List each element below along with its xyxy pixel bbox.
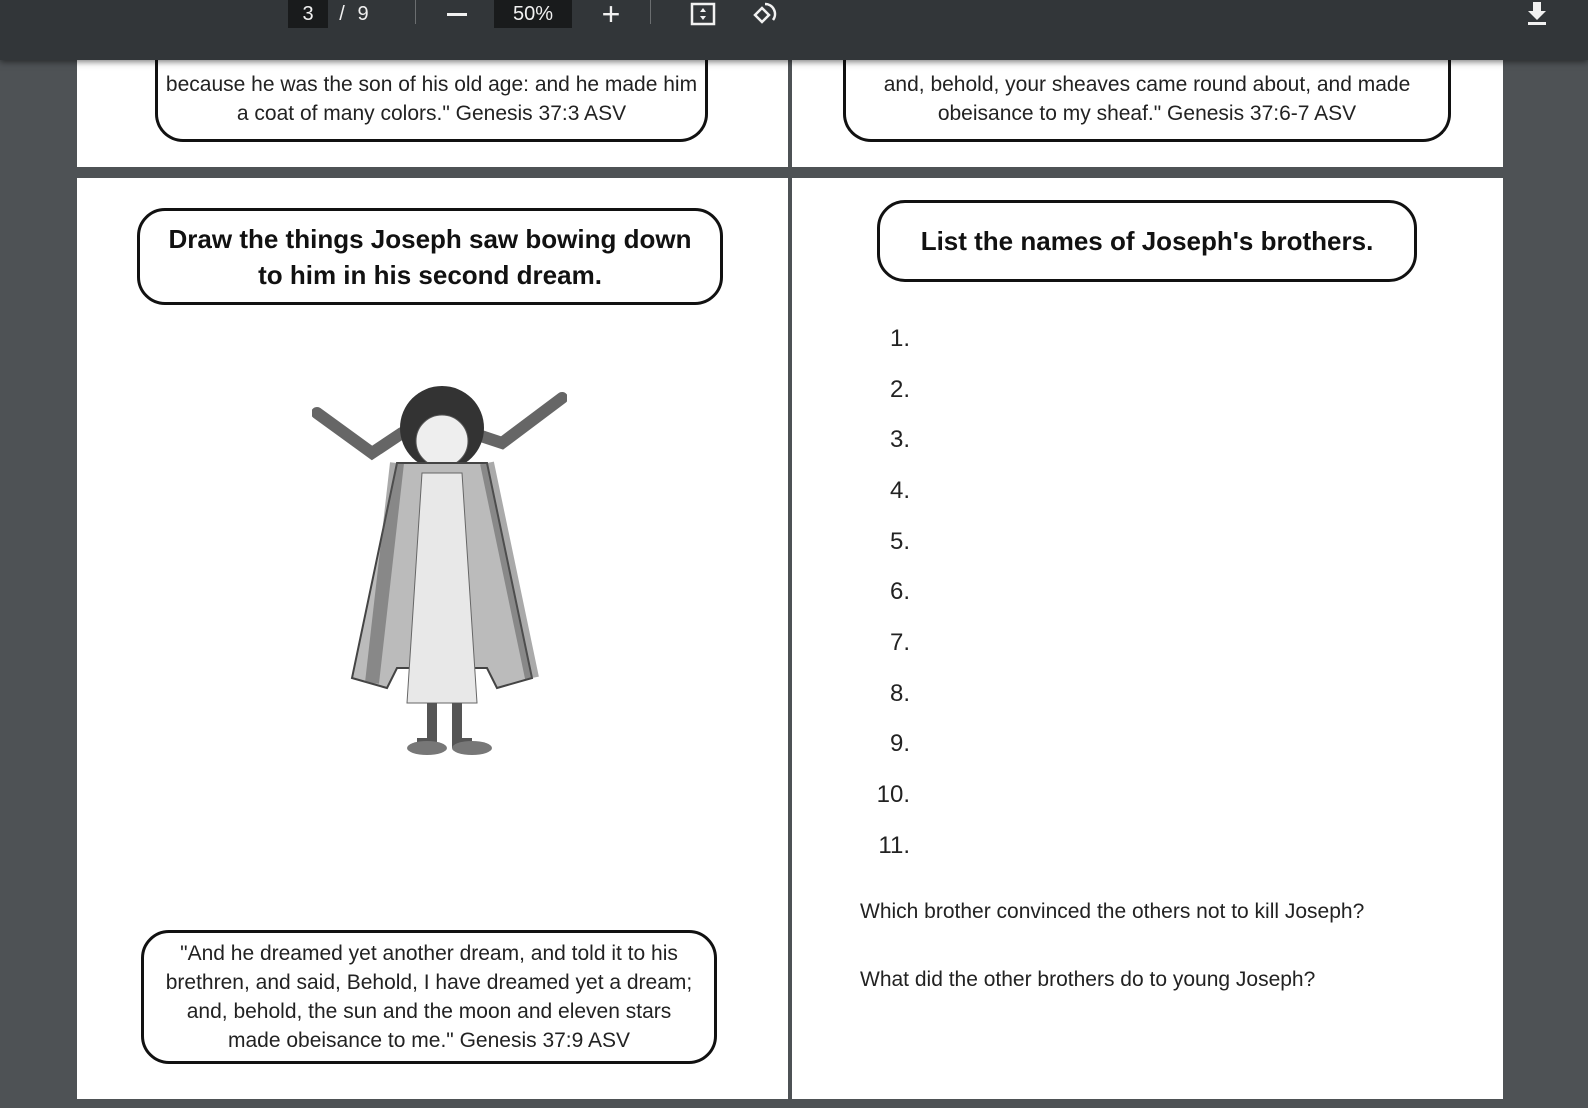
zoom-input[interactable] — [494, 0, 572, 28]
rotate-button[interactable] — [748, 0, 782, 28]
activity-title — [877, 200, 1417, 282]
joseph-illustration — [312, 383, 567, 763]
list-number: 6. — [889, 578, 910, 605]
list-number: 2. — [889, 376, 910, 403]
list-number: 11. — [878, 832, 910, 859]
current-page: 3 — [302, 2, 314, 25]
fit-page-button[interactable] — [686, 0, 720, 28]
list-number: 3. — [889, 426, 910, 453]
divider — [415, 0, 416, 24]
list-number: 5. — [889, 528, 910, 555]
page-separator: / — [339, 2, 345, 25]
activity-title — [137, 208, 723, 305]
fit-page-icon — [690, 2, 716, 26]
title-text: List the names of Joseph's brothers. — [920, 226, 1374, 256]
list-number: 10. — [876, 781, 910, 808]
question-text: What did the other brothers do to young Joseph? — [860, 968, 1316, 991]
download-icon — [1525, 2, 1549, 26]
total-pages: 9 — [357, 2, 369, 25]
question-text: Which brother convinced the others not to kill Joseph? — [860, 900, 1365, 923]
page-3-left-panel — [77, 178, 788, 1099]
quote-text: and, behold, your sheaves came round about, and made obeisance to my sheaf." Genesis 37:6-7 ASV — [883, 72, 1411, 125]
quote-text: "And he dreamed yet another dream, and told it to his brethren, and said, Behold, I have dreamed yet a dream; and, behold, the sun and the moon and eleven stars made obeisance to me." Genesis 37:9 ASV — [165, 942, 693, 1052]
list-number: 9. — [889, 730, 910, 757]
minus-icon — [447, 13, 467, 16]
list-number: 1. — [889, 325, 910, 352]
quote-text: because he was the son of his old age: and he made him a coat of many colors." Genesis 37:3 ASV — [165, 72, 698, 125]
list-number: 4. — [889, 477, 910, 504]
download-button[interactable] — [1522, 0, 1552, 28]
title-text: Draw the things Joseph saw bowing down to him in his second dream. — [168, 223, 692, 290]
list-number: 8. — [889, 680, 910, 707]
list-number: 7. — [889, 629, 910, 656]
quote-box — [141, 930, 717, 1064]
zoom-in-button[interactable] — [594, 0, 628, 32]
zoom-level: 50% — [512, 2, 554, 25]
page-number-input[interactable] — [288, 0, 328, 28]
pdf-toolbar — [0, 0, 1588, 60]
zoom-out-button[interactable] — [440, 0, 474, 28]
divider — [650, 0, 651, 24]
plus-icon: + — [601, 0, 621, 32]
rotate-icon — [751, 1, 779, 27]
